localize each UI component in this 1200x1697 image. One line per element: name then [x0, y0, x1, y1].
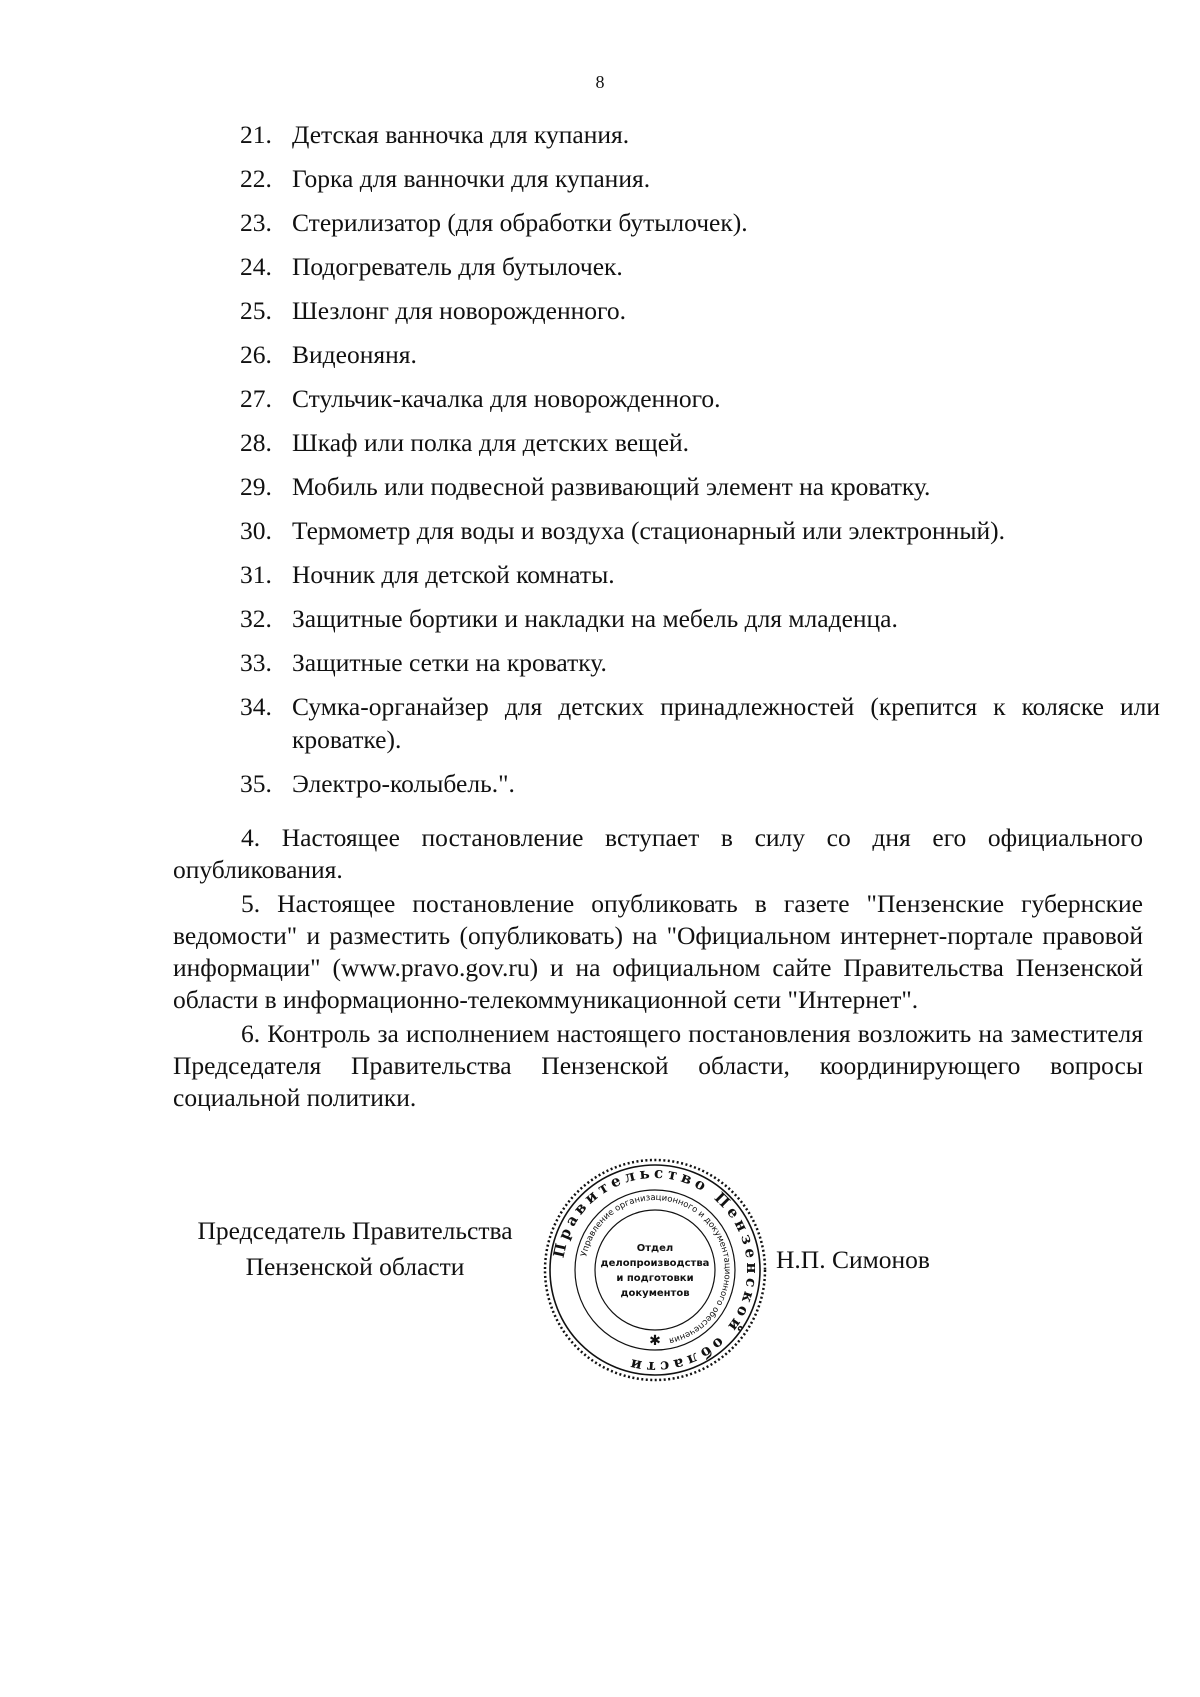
seal-center-line2: делопроизводства — [600, 1258, 710, 1269]
item-text: Защитные сетки на кроватку. — [292, 648, 607, 677]
item-text: Подогреватель для бутылочек. — [292, 252, 623, 281]
item-text: Мобиль или подвесной развивающий элемент на кроватку. — [292, 472, 931, 501]
paragraph-publication: 5. Настоящее постановление опубликовать в газете "Пензенские губернские ведомости" и разместить (опубликовать) на "Официальном интернет-портале правовой информации" (www.pravo.gov.ru) и на официальном сайте Правительства Пензенской области в информационно-телекоммуникационной сети "Интернет". — [173, 889, 1143, 1014]
paragraph-control: 6. Контроль за исполнением настоящего постановления возложить на заместителя Председателя Правительства Пензенской области, координирующего вопросы социальной политики. — [173, 1019, 1143, 1112]
item-number: 22. — [240, 164, 272, 193]
item-text: Электро-колыбель.". — [292, 769, 515, 798]
list-item — [240, 162, 1160, 195]
signer-title — [170, 1213, 540, 1285]
item-text: Защитные бортики и накладки на мебель для младенца. — [292, 604, 898, 633]
list-item — [240, 250, 1160, 283]
item-number: 24. — [240, 252, 272, 281]
list-item — [240, 426, 1160, 459]
item-number: 32. — [240, 604, 272, 633]
item-text: Ночник для детской комнаты. — [292, 560, 615, 589]
item-number: 28. — [240, 428, 272, 457]
item-text: Шкаф или полка для детских вещей. — [292, 428, 690, 457]
list-item — [240, 470, 1160, 503]
signer-title-line2: Пензенской области — [245, 1252, 465, 1281]
item-number: 25. — [240, 296, 272, 325]
item-number: 34. — [240, 692, 272, 721]
item-number: 26. — [240, 340, 272, 369]
seal-center-line4: документов — [620, 1288, 690, 1299]
item-number: 35. — [240, 769, 272, 798]
item-number: 21. — [240, 120, 272, 149]
item-text: Стульчик-качалка для новорожденного. — [292, 384, 721, 413]
seal-center-line1: Отдел — [636, 1243, 674, 1254]
list-item — [240, 690, 1160, 756]
item-number: 29. — [240, 472, 272, 501]
item-number: 23. — [240, 208, 272, 237]
official-seal — [540, 1155, 770, 1385]
item-text: Детская ванночка для купания. — [292, 120, 630, 149]
signer-name: Н.П. Симонов — [776, 1245, 930, 1274]
seal-star-icon: ✱ — [649, 1334, 661, 1349]
list-item — [240, 514, 1160, 547]
list-item — [240, 206, 1160, 239]
list-item — [240, 118, 1160, 151]
items-list — [240, 118, 1160, 811]
page-number: 8 — [595, 72, 605, 92]
paragraph-effective-date: 4. Настоящее постановление вступает в силу со дня его официального опубликования. — [173, 823, 1143, 884]
item-text: Термометр для воды и воздуха (стационарный или электронный). — [292, 516, 1005, 545]
list-item — [240, 382, 1160, 415]
item-text: Горка для ванночки для купания. — [292, 164, 651, 193]
item-text: Стерилизатор (для обработки бутылочек). — [292, 208, 748, 237]
list-item — [240, 646, 1160, 679]
list-item — [240, 338, 1160, 371]
list-item — [240, 602, 1160, 635]
list-item — [240, 558, 1160, 591]
item-text: Сумка-органайзер для детских принадлежностей (крепится к коляске или кроватке). — [292, 692, 1160, 754]
item-text: Шезлонг для новорожденного. — [292, 296, 626, 325]
list-item — [240, 294, 1160, 327]
item-text: Видеоняня. — [292, 340, 417, 369]
list-item — [240, 767, 1160, 800]
seal-middle-text: Управление организационного и документационного обеспечения — [579, 1192, 733, 1346]
item-number: 33. — [240, 648, 272, 677]
item-number: 31. — [240, 560, 272, 589]
item-number: 27. — [240, 384, 272, 413]
item-number: 30. — [240, 516, 272, 545]
seal-center-line3: и подготовки — [616, 1273, 694, 1284]
seal-outer-text: Правительство Пензенской области — [549, 1163, 762, 1377]
signer-title-line1: Председатель Правительства — [197, 1216, 513, 1245]
